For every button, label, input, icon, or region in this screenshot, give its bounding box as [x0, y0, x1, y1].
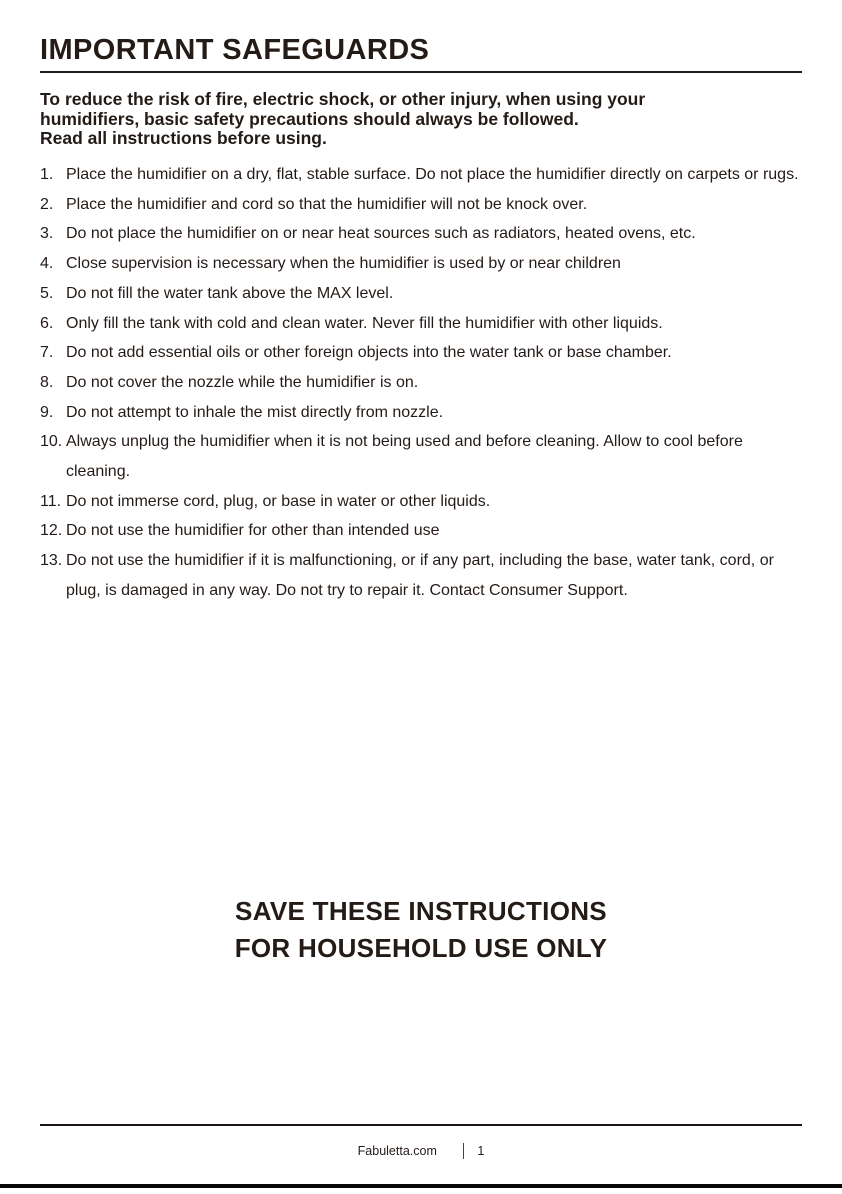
- list-item-number: 10.: [40, 433, 63, 451]
- list-item-text: Do not use the humidifier if it is malfunctioning, or if any part, including the base, water tank, cord, or plug, is damaged in any way. Do not try to repair it. Contact Consumer Support.: [66, 552, 774, 599]
- list-item-number: 5.: [40, 284, 54, 302]
- list-item-number: 4.: [40, 255, 54, 273]
- list-item-text: Do not cover the nozzle while the humidifier is on.: [66, 373, 419, 391]
- scan-edge-bar: [0, 1184, 842, 1188]
- list-item: [40, 487, 802, 517]
- list-item-text: Place the humidifier and cord so that the humidifier will not be knock over.: [66, 195, 588, 213]
- list-item-text: Close supervision is necessary when the humidifier is used by or near children: [66, 255, 621, 273]
- list-item-number: 12.: [40, 522, 63, 540]
- list-item: [40, 398, 802, 428]
- list-item: [40, 190, 802, 220]
- list-item: [40, 338, 802, 368]
- list-item-text: Do not use the humidifier for other than intended use: [66, 522, 440, 540]
- list-item: [40, 546, 802, 605]
- list-item: [40, 249, 802, 279]
- save-instructions-heading: [0, 893, 842, 967]
- list-item: [40, 516, 802, 546]
- list-item-text: Do not add essential oils or other foreign objects into the water tank or base chamber.: [66, 344, 672, 362]
- footer-divider: [40, 1124, 802, 1126]
- list-item-number: 1.: [40, 166, 54, 183]
- safeguards-list: [40, 160, 802, 606]
- list-item: [40, 427, 802, 486]
- list-item-text: Place the humidifier on a dry, flat, stable surface. Do not place the humidifier directly on carpets or rugs.: [66, 166, 799, 183]
- title-divider: [40, 71, 802, 73]
- list-item: [40, 279, 802, 309]
- list-item-number: 13.: [40, 552, 63, 570]
- list-item-number: 8.: [40, 373, 54, 391]
- list-item-text: Always unplug the humidifier when it is not being used and before cleaning. Allow to cool before cleaning.: [66, 433, 743, 481]
- list-item-number: 7.: [40, 344, 54, 362]
- list-item-text: Do not place the humidifier on or near heat sources such as radiators, heated ovens, etc.: [66, 225, 696, 243]
- list-item-number: 2.: [40, 195, 54, 213]
- footer-page-number: 1: [477, 1144, 485, 1158]
- list-item-number: 3.: [40, 225, 54, 243]
- list-item: [40, 368, 802, 398]
- list-item: [40, 309, 802, 339]
- list-item: [40, 219, 802, 249]
- intro-line-3: Read all instructions before using.: [40, 128, 327, 148]
- list-item-number: 11.: [40, 492, 62, 510]
- list-item-text: Only fill the tank with cold and clean water. Never fill the humidifier with other liquids.: [66, 314, 663, 332]
- list-item-number: 9.: [40, 403, 54, 421]
- footer-website: Fabuletta.com: [357, 1144, 437, 1158]
- footer-separator: [463, 1143, 465, 1159]
- intro-text: [40, 90, 770, 149]
- intro-line-1: To reduce the risk of fire, electric shock, or other injury, when using your: [40, 89, 646, 109]
- list-item: [40, 160, 802, 190]
- list-item-text: Do not attempt to inhale the mist directly from nozzle.: [66, 403, 444, 421]
- list-item-number: 6.: [40, 314, 54, 332]
- list-item-text: Do not fill the water tank above the MAX level.: [66, 284, 394, 302]
- intro-line-2: humidifiers, basic safety precautions should always be followed.: [40, 108, 579, 129]
- save-heading-line-2: FOR HOUSEHOLD USE ONLY: [234, 933, 608, 963]
- list-item-text: Do not immerse cord, plug, or base in water or other liquids.: [66, 492, 491, 510]
- page-title: IMPORTANT SAFEGUARDS: [40, 34, 430, 66]
- save-heading-line-1: SAVE THESE INSTRUCTIONS: [235, 896, 607, 926]
- page-footer: [0, 1140, 842, 1162]
